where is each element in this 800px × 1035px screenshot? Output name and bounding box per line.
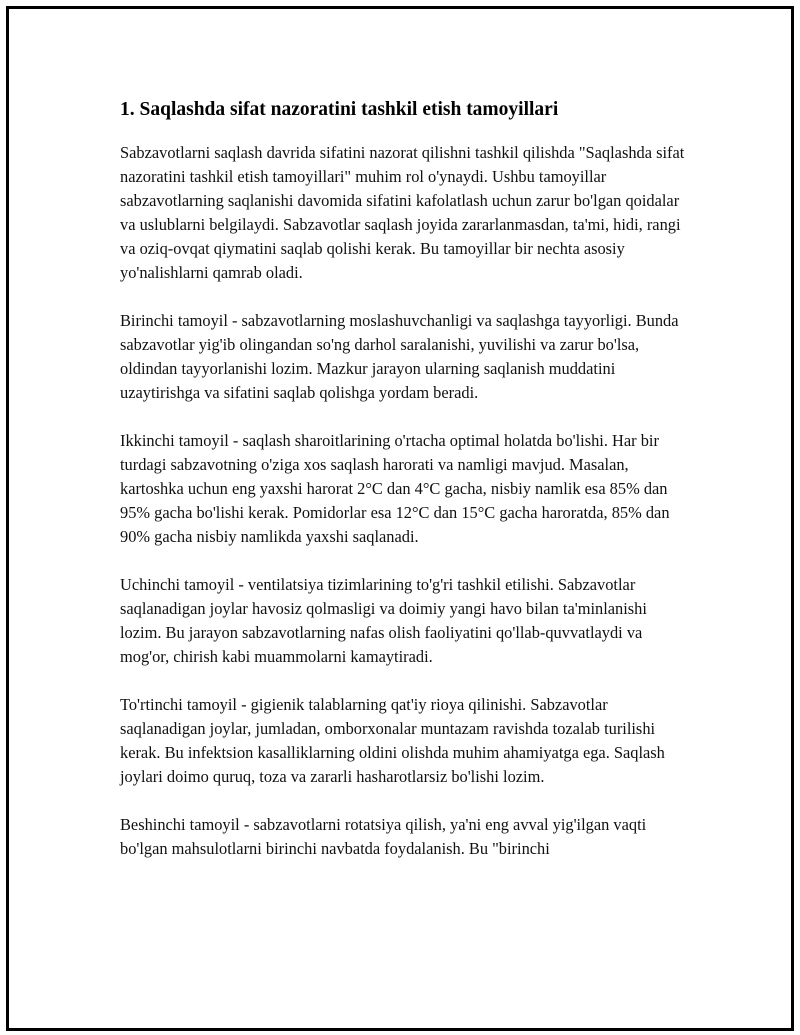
paragraph-fourth-principle: To'rtinchi tamoyil - gigienik talablarning qat'iy rioya qilinishi. Sabzavotlar saqlanadigan joylar, jumladan, omborxonalar muntazam ravishda tozalab turilishi kerak. Bu infektsion kasalliklarning oldini olishda muhim ahamiyatga ega. Saqlash joylari doimo quruq, toza va zararli hasharotlarsiz bo'lishi lozim.: [120, 695, 665, 786]
page-frame: [6, 6, 794, 1031]
paragraph-second-principle: Ikkinchi tamoyil - saqlash sharoitlarining o'rtacha optimal holatda bo'lishi. Har bir turdagi sabzavotning o'ziga xos saqlash harorati va namligi mavjud. Masalan, kartoshka uchun eng yaxshi harorat 2°C dan 4°C gacha, nisbiy namlik esa 85% dan 95% gacha bo'lishi kerak. Pomidorlar esa 12°C dan 15°C gacha haroratda, 85% dan 90% gacha nisbiy namlikda yaxshi saqlanadi.: [120, 431, 670, 546]
section-heading: 1. Saqlashda sifat nazoratini tashkil etish tamoyillari: [120, 99, 559, 120]
paragraph-first-principle: Birinchi tamoyil - sabzavotlarning moslashuvchanligi va saqlashga tayyorligi. Bunda sabzavotlar yig'ib olingandan so'ng darhol saralanishi, yuvilishi va zarur bo'lsa, oldindan tayyorlanishi lozim. Mazkur jarayon ularning saqlanish muddatini uzaytirishga va sifatini saqlab qolishga yordam beradi.: [120, 311, 679, 402]
paragraph-intro: Sabzavotlarni saqlash davrida sifatini nazorat qilishni tashkil qilishda "Saqlashda sifat nazoratini tashkil etish tamoyillari" muhim rol o'ynaydi. Ushbu tamoyillar sabzavotlarning saqlanishi davomida sifatini kafolatlash uchun zarur bo'lgan qoidalar va uslublarni belgilaydi. Sabzavotlar saqlash joyida zararlanmasdan, ta'mi, hidi, rangi va oziq-ovqat qiymatini saqlab qolishi kerak. Bu tamoyillar bir nechta asosiy yo'nalishlarni qamrab oladi.: [120, 143, 685, 282]
document-body: [120, 97, 690, 885]
paragraph-third-principle: Uchinchi tamoyil - ventilatsiya tizimlarining to'g'ri tashkil etilishi. Sabzavotlar saqlanadigan joylar havosiz qolmasligi va doimiy yangi havo bilan ta'minlanishi lozim. Bu jarayon sabzavotlarning nafas olish faoliyatini qo'llab-quvvatlaydi va mog'or, chirish kabi muammolarni kamaytiradi.: [120, 575, 647, 666]
paragraph-fifth-principle: Beshinchi tamoyil - sabzavotlarni rotatsiya qilish, ya'ni eng avval yig'ilgan vaqti bo'lgan mahsulotlarni birinchi navbatda foydalanish. Bu "birinchi: [120, 815, 647, 858]
